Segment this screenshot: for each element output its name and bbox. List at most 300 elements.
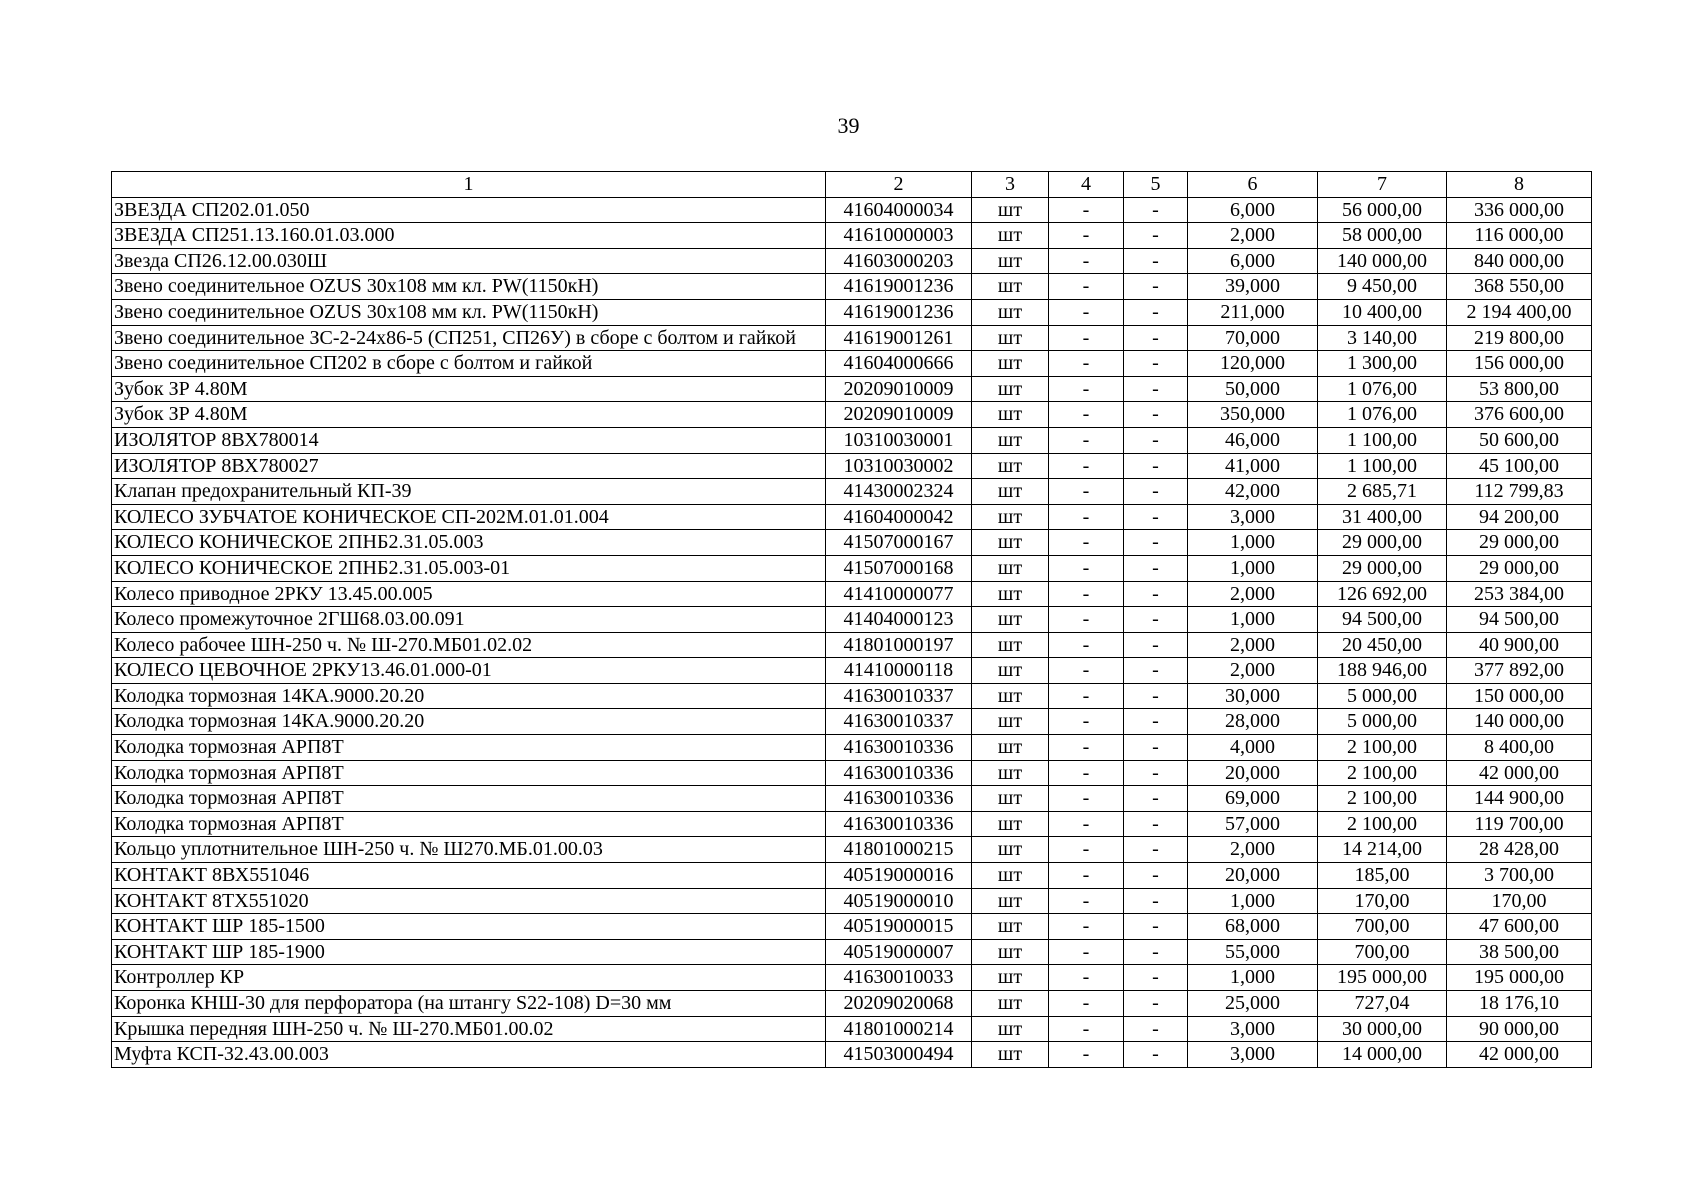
table-row (112, 632, 1592, 658)
header-row (112, 172, 1592, 198)
column-5-cell: - (1124, 811, 1188, 837)
item-unit-cell: шт (972, 351, 1049, 377)
item-unit-cell: шт (972, 453, 1049, 479)
item-code-cell: 40519000016 (826, 863, 972, 889)
column-5-cell: - (1124, 914, 1188, 940)
total-cell: 150 000,00 (1447, 683, 1592, 709)
column-header: 1 (112, 172, 826, 198)
column-4-cell: - (1049, 760, 1124, 786)
column-5-cell: - (1124, 939, 1188, 965)
total-cell: 156 000,00 (1447, 351, 1592, 377)
item-unit-cell: шт (972, 760, 1049, 786)
item-code-cell: 41630010336 (826, 760, 972, 786)
total-cell: 2 194 400,00 (1447, 299, 1592, 325)
table-row (112, 479, 1592, 505)
quantity-cell: 68,000 (1188, 914, 1318, 940)
column-4-cell: - (1049, 555, 1124, 581)
unit-price-cell: 10 400,00 (1318, 299, 1447, 325)
column-5-cell: - (1124, 837, 1188, 863)
quantity-cell: 25,000 (1188, 991, 1318, 1017)
column-5-cell: - (1124, 402, 1188, 428)
unit-price-cell: 94 500,00 (1318, 607, 1447, 633)
column-header: 5 (1124, 172, 1188, 198)
item-name-cell: Колесо приводное 2РКУ 13.45.00.005 (112, 581, 826, 607)
column-5-cell: - (1124, 735, 1188, 761)
quantity-cell: 28,000 (1188, 709, 1318, 735)
item-name-cell: Колодка тормозная АРП8Т (112, 760, 826, 786)
item-unit-cell: шт (972, 581, 1049, 607)
unit-price-cell: 2 100,00 (1318, 811, 1447, 837)
unit-price-cell: 2 685,71 (1318, 479, 1447, 505)
quantity-cell: 6,000 (1188, 197, 1318, 223)
item-code-cell: 41604000666 (826, 351, 972, 377)
quantity-cell: 2,000 (1188, 223, 1318, 249)
column-4-cell: - (1049, 427, 1124, 453)
item-code-cell: 41619001236 (826, 299, 972, 325)
column-4-cell: - (1049, 504, 1124, 530)
item-unit-cell: шт (972, 786, 1049, 812)
item-code-cell: 41630010033 (826, 965, 972, 991)
item-name-cell: Зубок ЗР 4.80М (112, 376, 826, 402)
item-code-cell: 41507000168 (826, 555, 972, 581)
total-cell: 45 100,00 (1447, 453, 1592, 479)
item-code-cell: 10310030001 (826, 427, 972, 453)
quantity-cell: 42,000 (1188, 479, 1318, 505)
table-row (112, 607, 1592, 633)
item-name-cell: Звено соединительное OZUS 30x108 мм кл. PW(1150кН) (112, 274, 826, 300)
column-5-cell: - (1124, 760, 1188, 786)
column-4-cell: - (1049, 479, 1124, 505)
column-5-cell: - (1124, 965, 1188, 991)
item-code-cell: 20209020068 (826, 991, 972, 1017)
quantity-cell: 2,000 (1188, 837, 1318, 863)
item-name-cell: Колесо промежуточное 2ГШ68.03.00.091 (112, 607, 826, 633)
item-code-cell: 41630010337 (826, 709, 972, 735)
item-unit-cell: шт (972, 991, 1049, 1017)
total-cell: 94 500,00 (1447, 607, 1592, 633)
item-unit-cell: шт (972, 735, 1049, 761)
table-row (112, 914, 1592, 940)
total-cell: 28 428,00 (1447, 837, 1592, 863)
item-unit-cell: шт (972, 325, 1049, 351)
item-unit-cell: шт (972, 914, 1049, 940)
item-name-cell: Клапан предохранительный КП-39 (112, 479, 826, 505)
total-cell: 38 500,00 (1447, 939, 1592, 965)
item-code-cell: 40519000007 (826, 939, 972, 965)
column-5-cell: - (1124, 888, 1188, 914)
item-unit-cell: шт (972, 607, 1049, 633)
item-unit-cell: шт (972, 376, 1049, 402)
item-code-cell: 41604000042 (826, 504, 972, 530)
item-code-cell: 41430002324 (826, 479, 972, 505)
column-4-cell: - (1049, 248, 1124, 274)
item-name-cell: Колодка тормозная АРП8Т (112, 811, 826, 837)
item-code-cell: 41404000123 (826, 607, 972, 633)
column-4-cell: - (1049, 607, 1124, 633)
item-code-cell: 20209010009 (826, 402, 972, 428)
column-5-cell: - (1124, 299, 1188, 325)
total-cell: 42 000,00 (1447, 1042, 1592, 1068)
unit-price-cell: 14 000,00 (1318, 1042, 1447, 1068)
item-unit-cell: шт (972, 965, 1049, 991)
column-4-cell: - (1049, 658, 1124, 684)
unit-price-cell: 126 692,00 (1318, 581, 1447, 607)
total-cell: 144 900,00 (1447, 786, 1592, 812)
item-code-cell: 41801000214 (826, 1016, 972, 1042)
item-name-cell: Звезда СП26.12.00.030Ш (112, 248, 826, 274)
item-name-cell: Муфта КСП-32.43.00.003 (112, 1042, 826, 1068)
unit-price-cell: 2 100,00 (1318, 786, 1447, 812)
column-header: 2 (826, 172, 972, 198)
unit-price-cell: 700,00 (1318, 914, 1447, 940)
column-4-cell: - (1049, 888, 1124, 914)
column-5-cell: - (1124, 991, 1188, 1017)
column-4-cell: - (1049, 939, 1124, 965)
total-cell: 119 700,00 (1447, 811, 1592, 837)
item-code-cell: 41610000003 (826, 223, 972, 249)
table-row (112, 760, 1592, 786)
table-row (112, 1016, 1592, 1042)
column-5-cell: - (1124, 427, 1188, 453)
unit-price-cell: 727,04 (1318, 991, 1447, 1017)
item-unit-cell: шт (972, 863, 1049, 889)
inventory-table (111, 171, 1592, 1068)
column-4-cell: - (1049, 351, 1124, 377)
item-unit-cell: шт (972, 223, 1049, 249)
item-unit-cell: шт (972, 888, 1049, 914)
quantity-cell: 3,000 (1188, 504, 1318, 530)
quantity-cell: 2,000 (1188, 632, 1318, 658)
column-5-cell: - (1124, 453, 1188, 479)
column-4-cell: - (1049, 299, 1124, 325)
quantity-cell: 2,000 (1188, 658, 1318, 684)
total-cell: 195 000,00 (1447, 965, 1592, 991)
item-name-cell: ИЗОЛЯТОР 8ВХ780027 (112, 453, 826, 479)
item-name-cell: Звено соединительное OZUS 30x108 мм кл. PW(1150кН) (112, 299, 826, 325)
item-name-cell: Колодка тормозная АРП8Т (112, 786, 826, 812)
item-unit-cell: шт (972, 939, 1049, 965)
column-4-cell: - (1049, 581, 1124, 607)
unit-price-cell: 700,00 (1318, 939, 1447, 965)
item-code-cell: 41630010336 (826, 786, 972, 812)
column-5-cell: - (1124, 530, 1188, 556)
column-4-cell: - (1049, 274, 1124, 300)
quantity-cell: 6,000 (1188, 248, 1318, 274)
total-cell: 336 000,00 (1447, 197, 1592, 223)
item-unit-cell: шт (972, 504, 1049, 530)
unit-price-cell: 170,00 (1318, 888, 1447, 914)
column-4-cell: - (1049, 1042, 1124, 1068)
table-row (112, 811, 1592, 837)
quantity-cell: 55,000 (1188, 939, 1318, 965)
column-5-cell: - (1124, 683, 1188, 709)
item-name-cell: КОЛЕСО КОНИЧЕСКОЕ 2ПНБ2.31.05.003-01 (112, 555, 826, 581)
column-4-cell: - (1049, 632, 1124, 658)
total-cell: 42 000,00 (1447, 760, 1592, 786)
item-name-cell: Зубок ЗР 4.80М (112, 402, 826, 428)
total-cell: 219 800,00 (1447, 325, 1592, 351)
item-code-cell: 40519000010 (826, 888, 972, 914)
unit-price-cell: 14 214,00 (1318, 837, 1447, 863)
item-unit-cell: шт (972, 632, 1049, 658)
item-code-cell: 41619001236 (826, 274, 972, 300)
column-header: 8 (1447, 172, 1592, 198)
item-unit-cell: шт (972, 683, 1049, 709)
total-cell: 40 900,00 (1447, 632, 1592, 658)
item-name-cell: ЗВЕЗДА СП251.13.160.01.03.000 (112, 223, 826, 249)
item-unit-cell: шт (972, 299, 1049, 325)
column-header: 7 (1318, 172, 1447, 198)
unit-price-cell: 1 076,00 (1318, 402, 1447, 428)
column-4-cell: - (1049, 709, 1124, 735)
table-row (112, 555, 1592, 581)
table-row (112, 658, 1592, 684)
total-cell: 376 600,00 (1447, 402, 1592, 428)
unit-price-cell: 5 000,00 (1318, 709, 1447, 735)
column-5-cell: - (1124, 709, 1188, 735)
column-header: 4 (1049, 172, 1124, 198)
column-4-cell: - (1049, 837, 1124, 863)
quantity-cell: 1,000 (1188, 888, 1318, 914)
table-row (112, 351, 1592, 377)
unit-price-cell: 1 100,00 (1318, 453, 1447, 479)
item-code-cell: 41410000118 (826, 658, 972, 684)
item-name-cell: КОЛЕСО ЗУБЧАТОЕ КОНИЧЕСКОЕ СП-202М.01.01.004 (112, 504, 826, 530)
column-4-cell: - (1049, 325, 1124, 351)
column-5-cell: - (1124, 479, 1188, 505)
unit-price-cell: 58 000,00 (1318, 223, 1447, 249)
table-row (112, 427, 1592, 453)
total-cell: 50 600,00 (1447, 427, 1592, 453)
unit-price-cell: 31 400,00 (1318, 504, 1447, 530)
quantity-cell: 41,000 (1188, 453, 1318, 479)
column-4-cell: - (1049, 914, 1124, 940)
quantity-cell: 3,000 (1188, 1016, 1318, 1042)
column-4-cell: - (1049, 530, 1124, 556)
item-name-cell: Звено соединительное СП202 в сборе с болтом и гайкой (112, 351, 826, 377)
table-row (112, 683, 1592, 709)
quantity-cell: 1,000 (1188, 530, 1318, 556)
unit-price-cell: 9 450,00 (1318, 274, 1447, 300)
item-unit-cell: шт (972, 709, 1049, 735)
table-row (112, 786, 1592, 812)
item-code-cell: 41507000167 (826, 530, 972, 556)
unit-price-cell: 20 450,00 (1318, 632, 1447, 658)
total-cell: 29 000,00 (1447, 555, 1592, 581)
unit-price-cell: 29 000,00 (1318, 530, 1447, 556)
column-4-cell: - (1049, 1016, 1124, 1042)
item-code-cell: 41630010336 (826, 735, 972, 761)
page-number: 39 (837, 113, 860, 138)
column-4-cell: - (1049, 453, 1124, 479)
quantity-cell: 1,000 (1188, 607, 1318, 633)
column-4-cell: - (1049, 863, 1124, 889)
item-unit-cell: шт (972, 530, 1049, 556)
table-row (112, 965, 1592, 991)
total-cell: 29 000,00 (1447, 530, 1592, 556)
quantity-cell: 70,000 (1188, 325, 1318, 351)
table-row (112, 837, 1592, 863)
item-code-cell: 41503000494 (826, 1042, 972, 1068)
quantity-cell: 1,000 (1188, 965, 1318, 991)
column-5-cell: - (1124, 248, 1188, 274)
item-name-cell: Колесо рабочее ШН-250 ч. № Ш-270.МБ01.02.02 (112, 632, 826, 658)
table-row (112, 402, 1592, 428)
item-code-cell: 40519000015 (826, 914, 972, 940)
column-5-cell: - (1124, 632, 1188, 658)
item-code-cell: 10310030002 (826, 453, 972, 479)
item-unit-cell: шт (972, 248, 1049, 274)
column-4-cell: - (1049, 811, 1124, 837)
item-name-cell: Крышка передняя ШН-250 ч. № Ш-270.МБ01.00.02 (112, 1016, 826, 1042)
unit-price-cell: 185,00 (1318, 863, 1447, 889)
total-cell: 8 400,00 (1447, 735, 1592, 761)
column-4-cell: - (1049, 223, 1124, 249)
table-row (112, 581, 1592, 607)
column-4-cell: - (1049, 735, 1124, 761)
total-cell: 18 176,10 (1447, 991, 1592, 1017)
total-cell: 170,00 (1447, 888, 1592, 914)
item-unit-cell: шт (972, 658, 1049, 684)
column-4-cell: - (1049, 991, 1124, 1017)
quantity-cell: 46,000 (1188, 427, 1318, 453)
item-name-cell: Кольцо уплотнительное ШН-250 ч. № Ш270.МБ.01.00.03 (112, 837, 826, 863)
table-row (112, 274, 1592, 300)
item-unit-cell: шт (972, 427, 1049, 453)
item-name-cell: КОНТАКТ ШР 185-1500 (112, 914, 826, 940)
unit-price-cell: 2 100,00 (1318, 735, 1447, 761)
column-4-cell: - (1049, 965, 1124, 991)
table-row (112, 299, 1592, 325)
table-row (112, 504, 1592, 530)
unit-price-cell: 3 140,00 (1318, 325, 1447, 351)
column-4-cell: - (1049, 786, 1124, 812)
item-unit-cell: шт (972, 811, 1049, 837)
item-code-cell: 20209010009 (826, 376, 972, 402)
item-unit-cell: шт (972, 402, 1049, 428)
column-5-cell: - (1124, 223, 1188, 249)
column-4-cell: - (1049, 197, 1124, 223)
column-5-cell: - (1124, 274, 1188, 300)
column-5-cell: - (1124, 863, 1188, 889)
item-name-cell: КОЛЕСО ЦЕВОЧНОЕ 2РКУ13.46.01.000-01 (112, 658, 826, 684)
table-row (112, 863, 1592, 889)
column-5-cell: - (1124, 607, 1188, 633)
column-4-cell: - (1049, 376, 1124, 402)
item-name-cell: ИЗОЛЯТОР 8ВХ780014 (112, 427, 826, 453)
item-code-cell: 41619001261 (826, 325, 972, 351)
unit-price-cell: 1 100,00 (1318, 427, 1447, 453)
column-5-cell: - (1124, 658, 1188, 684)
item-unit-cell: шт (972, 1042, 1049, 1068)
quantity-cell: 39,000 (1188, 274, 1318, 300)
table-row (112, 376, 1592, 402)
item-unit-cell: шт (972, 555, 1049, 581)
table-row (112, 1042, 1592, 1068)
item-code-cell: 41604000034 (826, 197, 972, 223)
item-code-cell: 41603000203 (826, 248, 972, 274)
quantity-cell: 3,000 (1188, 1042, 1318, 1068)
total-cell: 140 000,00 (1447, 709, 1592, 735)
column-5-cell: - (1124, 351, 1188, 377)
unit-price-cell: 5 000,00 (1318, 683, 1447, 709)
column-5-cell: - (1124, 325, 1188, 351)
total-cell: 368 550,00 (1447, 274, 1592, 300)
table-body (112, 197, 1592, 1067)
quantity-cell: 50,000 (1188, 376, 1318, 402)
table-row (112, 223, 1592, 249)
table-row (112, 530, 1592, 556)
item-name-cell: КОНТАКТ ШР 185-1900 (112, 939, 826, 965)
total-cell: 840 000,00 (1447, 248, 1592, 274)
total-cell: 112 799,83 (1447, 479, 1592, 505)
item-name-cell: ЗВЕЗДА СП202.01.050 (112, 197, 826, 223)
column-5-cell: - (1124, 504, 1188, 530)
quantity-cell: 120,000 (1188, 351, 1318, 377)
quantity-cell: 2,000 (1188, 581, 1318, 607)
table-row (112, 735, 1592, 761)
total-cell: 94 200,00 (1447, 504, 1592, 530)
column-header: 3 (972, 172, 1049, 198)
item-unit-cell: шт (972, 837, 1049, 863)
column-header: 6 (1188, 172, 1318, 198)
item-name-cell: Колодка тормозная 14КА.9000.20.20 (112, 683, 826, 709)
total-cell: 377 892,00 (1447, 658, 1592, 684)
quantity-cell: 211,000 (1188, 299, 1318, 325)
table-row (112, 325, 1592, 351)
quantity-cell: 20,000 (1188, 760, 1318, 786)
unit-price-cell: 1 076,00 (1318, 376, 1447, 402)
item-code-cell: 41410000077 (826, 581, 972, 607)
table-row (112, 888, 1592, 914)
unit-price-cell: 140 000,00 (1318, 248, 1447, 274)
column-5-cell: - (1124, 555, 1188, 581)
item-code-cell: 41630010336 (826, 811, 972, 837)
column-5-cell: - (1124, 376, 1188, 402)
item-name-cell: Контроллер КР (112, 965, 826, 991)
item-name-cell: Звено соединительное ЗС-2-24х86-5 (СП251, СП26У) в сборе с болтом и гайкой (112, 325, 826, 351)
item-code-cell: 41801000215 (826, 837, 972, 863)
unit-price-cell: 188 946,00 (1318, 658, 1447, 684)
column-4-cell: - (1049, 683, 1124, 709)
column-5-cell: - (1124, 197, 1188, 223)
total-cell: 47 600,00 (1447, 914, 1592, 940)
total-cell: 253 384,00 (1447, 581, 1592, 607)
total-cell: 3 700,00 (1447, 863, 1592, 889)
quantity-cell: 69,000 (1188, 786, 1318, 812)
table-row (112, 709, 1592, 735)
total-cell: 53 800,00 (1447, 376, 1592, 402)
item-unit-cell: шт (972, 1016, 1049, 1042)
table-row (112, 991, 1592, 1017)
item-unit-cell: шт (972, 479, 1049, 505)
total-cell: 90 000,00 (1447, 1016, 1592, 1042)
item-name-cell: КОЛЕСО КОНИЧЕСКОЕ 2ПНБ2.31.05.003 (112, 530, 826, 556)
column-5-cell: - (1124, 1042, 1188, 1068)
table-row (112, 248, 1592, 274)
column-5-cell: - (1124, 581, 1188, 607)
unit-price-cell: 56 000,00 (1318, 197, 1447, 223)
unit-price-cell: 30 000,00 (1318, 1016, 1447, 1042)
unit-price-cell: 195 000,00 (1318, 965, 1447, 991)
table-row (112, 939, 1592, 965)
column-4-cell: - (1049, 402, 1124, 428)
item-unit-cell: шт (972, 197, 1049, 223)
item-name-cell: КОНТАКТ 8ВХ551046 (112, 863, 826, 889)
table-row (112, 453, 1592, 479)
item-name-cell: Колодка тормозная 14КА.9000.20.20 (112, 709, 826, 735)
item-name-cell: Коронка КНШ-30 для перфоратора (на штангу S22-108) D=30 мм (112, 991, 826, 1017)
